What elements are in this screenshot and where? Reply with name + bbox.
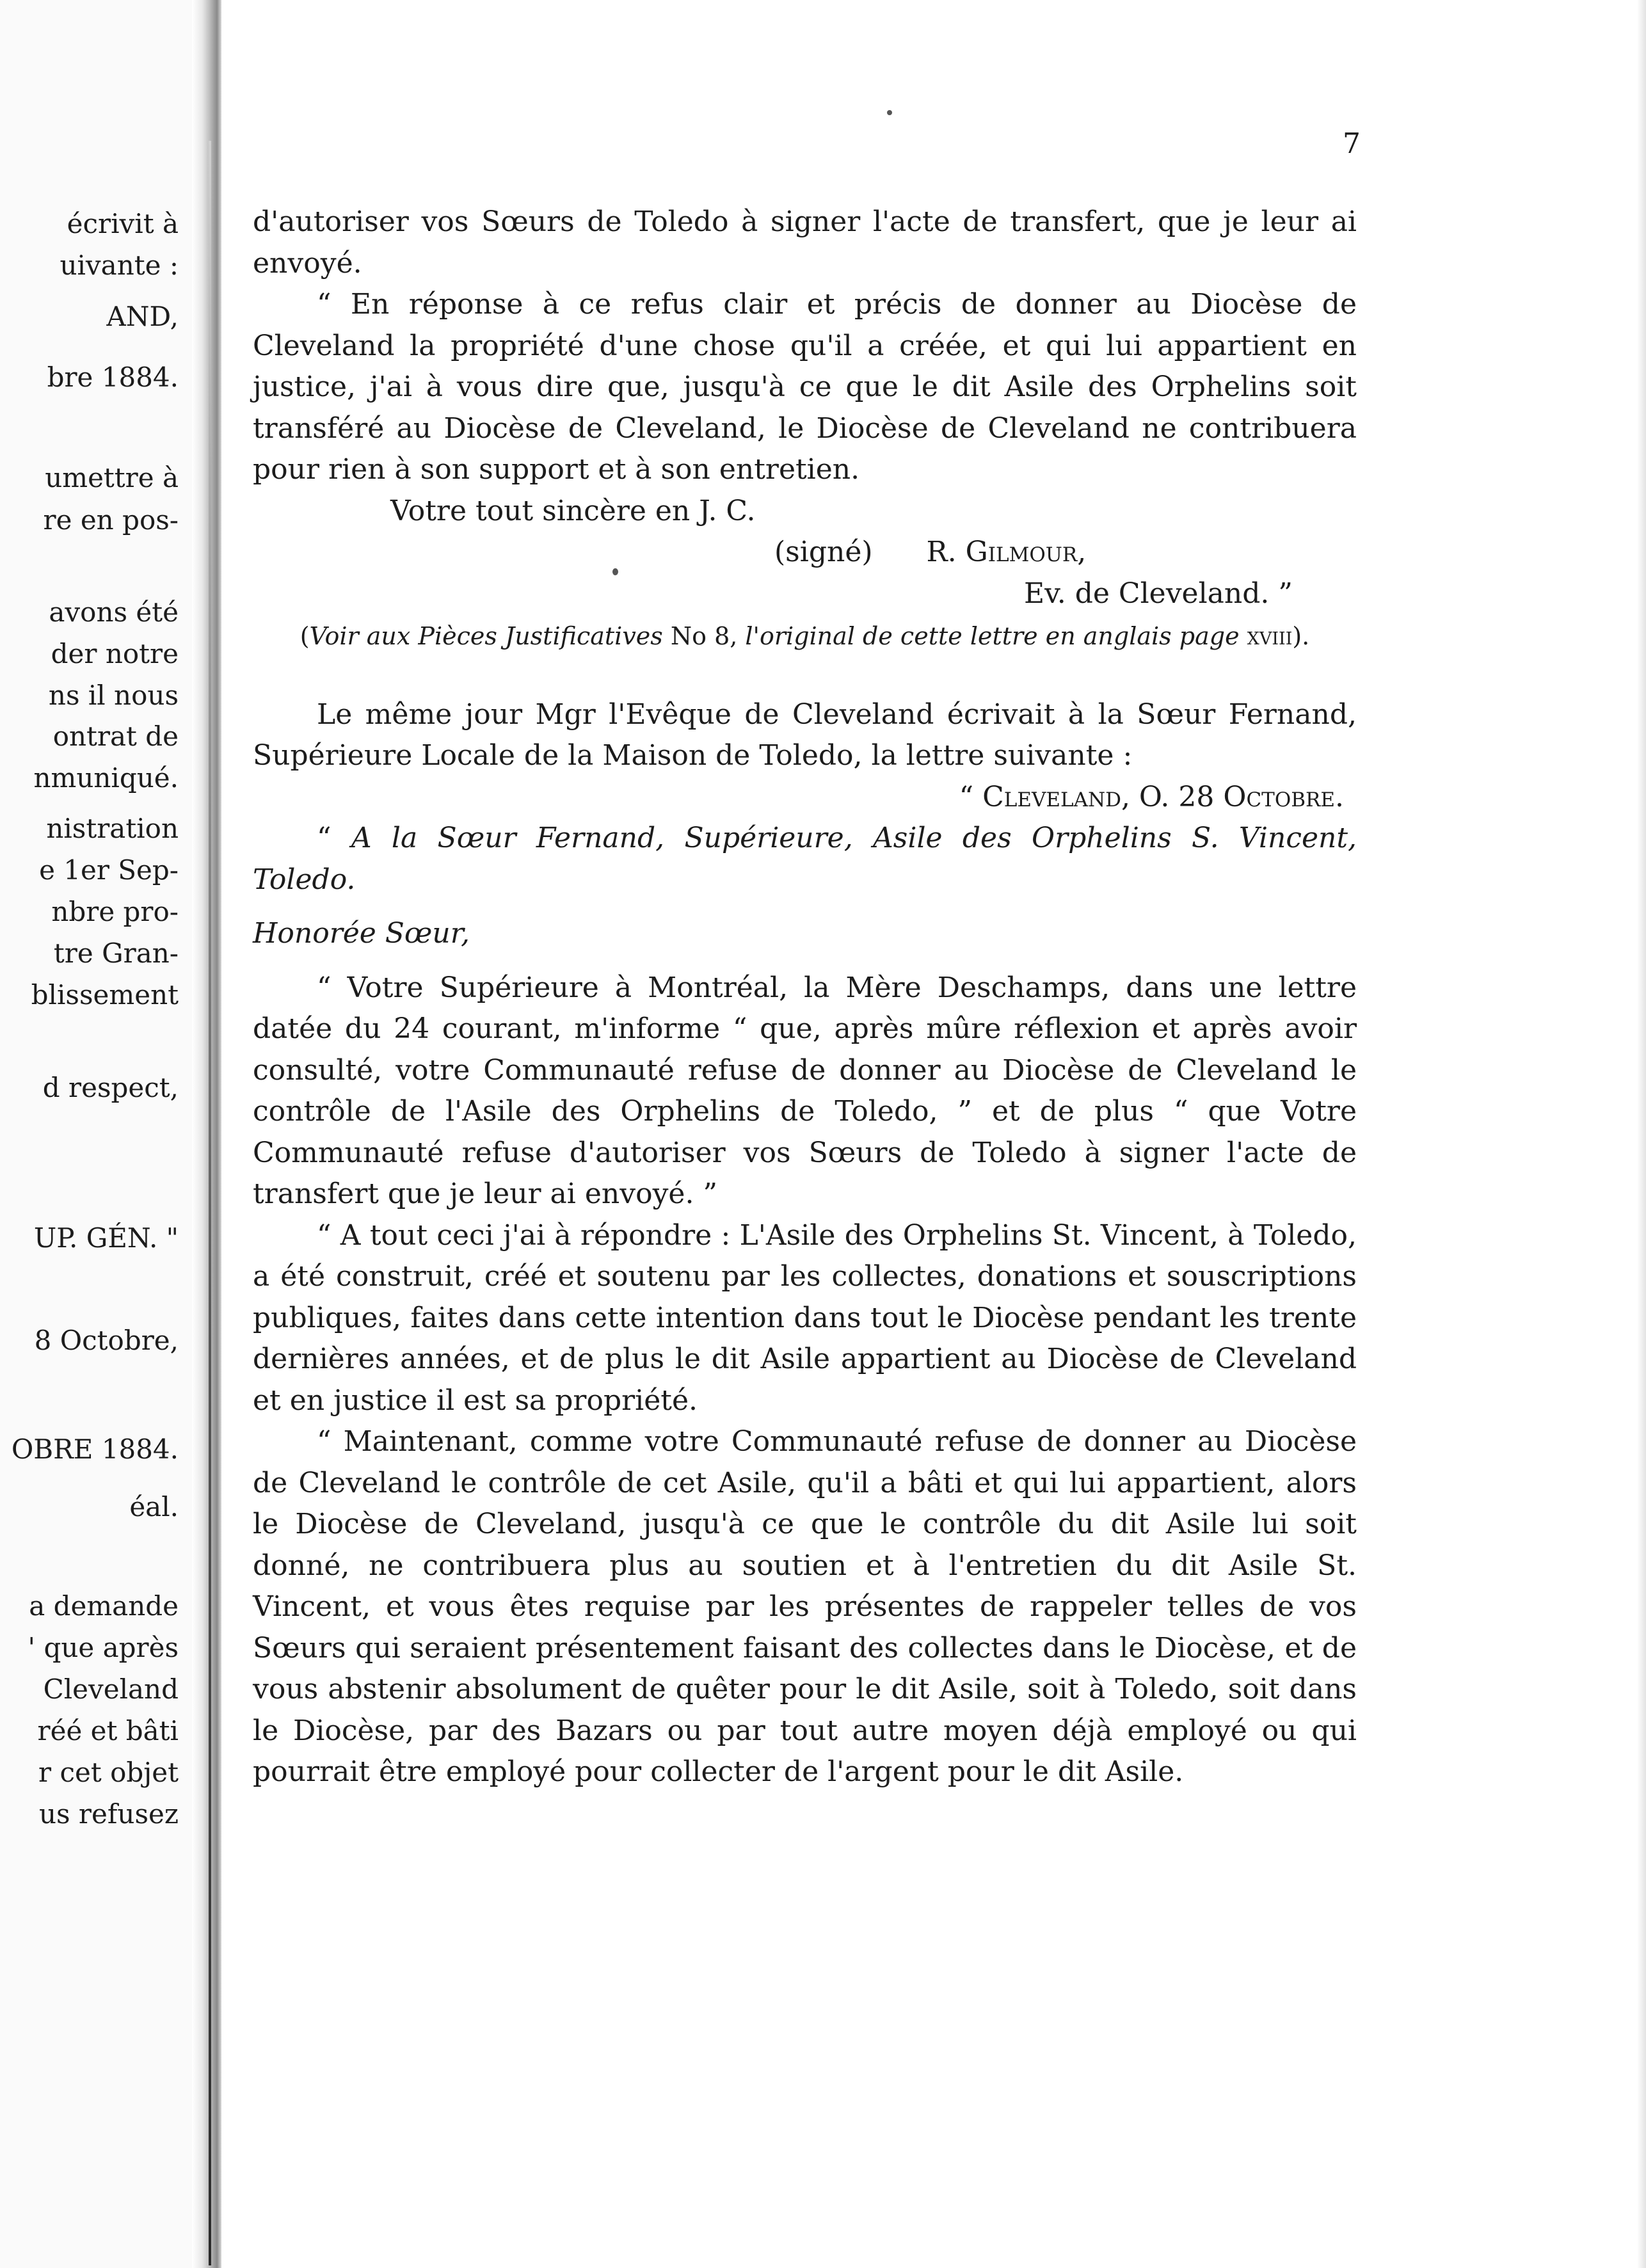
facing-page-text: a demande bbox=[29, 1590, 179, 1622]
facing-page-text: d respect, bbox=[42, 1072, 179, 1103]
facing-page-text: 8 Octobre, bbox=[34, 1325, 179, 1356]
book-gutter-shadow bbox=[192, 0, 221, 2268]
note-italic: Voir aux Pièces Justificatives bbox=[309, 622, 663, 650]
facing-page-text: éal. bbox=[129, 1491, 179, 1522]
facing-page-text: nmuniqué. bbox=[33, 762, 179, 794]
page-number: 7 bbox=[1343, 127, 1361, 160]
page-body bbox=[253, 202, 1357, 1793]
facing-page-text: OBRE 1884. bbox=[11, 1433, 179, 1465]
note-ref: No 8, bbox=[662, 622, 746, 650]
facing-page-text: bre 1884. bbox=[47, 362, 179, 393]
letter-addressee bbox=[253, 818, 1357, 900]
facing-page-text: r cet objet bbox=[38, 1757, 179, 1788]
book-binding-edge bbox=[209, 141, 211, 2265]
reference-note bbox=[253, 616, 1357, 657]
note-paren: ). bbox=[1292, 622, 1310, 650]
facing-page-text: us refusez bbox=[38, 1798, 179, 1830]
facing-page-text: tre Gran- bbox=[53, 938, 179, 969]
letter-paragraph: “ A tout ceci j'ai à répondre : L'Asile des Orphelins St. Vincent, à Toledo, a été construit, créé et soutenu par les collectes, donations et souscriptions publiques, faites dans cette intention dans tout le Diocèse pendant les trente dernières années, et de plus le dit Asile appartient au Diocèse de Cleveland et en justice il est sa propriété. bbox=[253, 1218, 1357, 1417]
letter-signature bbox=[253, 532, 1357, 573]
facing-page-text: AND, bbox=[106, 301, 179, 332]
letter-paragraph: d'autoriser vos Sœurs de Toledo à signer l'acte de transfert, que je leur ai envoyé. bbox=[253, 205, 1357, 280]
facing-page-text: Cleveland bbox=[43, 1673, 179, 1705]
letter-paragraph: “ Votre Supérieure à Montréal, la Mère Deschamps, dans une lettre datée du 24 courant, m'informe “ que, après mûre réflexion et après avoir consulté, votre Communauté refuse de donner au Diocèse de Cleveland le contrôle de l'Asile des Orphelins de Toledo, ” et de plus “ que Votre Communauté refuse d'autoriser vos Sœurs de Toledo à signer l'acte de transfert que je leur ai envoyé. ” bbox=[253, 971, 1357, 1210]
letter-paragraph: “ Maintenant, comme votre Communauté refuse de donner au Diocèse de Cleveland le contrôle de cet Asile, qu'il a bâti et qui lui appartient, alors le Diocèse de Cleveland, jusqu'à ce que le contrôle du dit Asile lui soit donné, ne contribuera plus au soutien et à l'entretien du dit Asile St. Vincent, et vous êtes requise par les présentes de rappeler telles de vos Sœurs qui seraient présentement faisant des collectes dans le Diocèse, et de vous abstenir absolument de quêter pour le dit Asile, soit à Toledo, soit dans le Diocèse, par des Bazars ou par tout autre moyen déjà employé ou qui pourrait être employé pour collecter de l'argent pour le dit Asile. bbox=[253, 1425, 1357, 1788]
addressee-text: A la Sœur Fernand, Supérieure, Asile des Orphelins S. Vincent, Toledo. bbox=[253, 822, 1357, 896]
facing-page-text: avons été bbox=[49, 596, 179, 628]
signer-title: Ev. de Cleveland. ” bbox=[1024, 577, 1293, 610]
facing-page-text: réé et bâti bbox=[37, 1715, 179, 1746]
facing-page-text: nbre pro- bbox=[51, 896, 179, 927]
letter-paragraph: “ En réponse à ce refus clair et précis de donner au Diocèse de Cleveland la propriété d'une chose qu'il a créée, et qui lui appartient en justice, j'ai à vous dire que, jusqu'à ce que le dit Asile des Orphelins soit transféré au Diocèse de Cleveland, le Diocèse de Cleveland ne contribuera pour rien à son support et à son entretien. bbox=[253, 288, 1357, 486]
facing-page-text: umettre à bbox=[45, 462, 179, 493]
quote-mark: “ bbox=[317, 822, 351, 854]
letter-salutation bbox=[253, 913, 1357, 955]
facing-page-text: e 1er Sep- bbox=[39, 854, 179, 886]
signer-name: Gilmour, bbox=[965, 536, 1087, 568]
letter-closing: Votre tout sincère en J. C. bbox=[390, 494, 756, 527]
facing-page-text: ' que après bbox=[28, 1632, 179, 1663]
facing-page-text: ontrat de bbox=[52, 721, 179, 752]
note-italic: l'original de cette lettre en anglais page bbox=[745, 622, 1240, 650]
facing-page-text: blissement bbox=[31, 979, 179, 1010]
note-paren: ( bbox=[300, 622, 310, 650]
facing-page-text: re en pos- bbox=[43, 504, 179, 536]
facing-page-text: écrivit à bbox=[67, 208, 179, 239]
page-edge bbox=[1637, 0, 1646, 2268]
facing-page-text: nistration bbox=[46, 813, 179, 844]
note-page-ref: xviii bbox=[1239, 622, 1293, 650]
signed-mark: (signé) bbox=[774, 536, 873, 568]
facing-page-text: UP. GÉN. " bbox=[33, 1222, 179, 1254]
scan-speck bbox=[887, 110, 892, 115]
letter-dateline: “ Cleveland, O. 28 Octobre. bbox=[959, 780, 1344, 813]
facing-page-fragment bbox=[0, 0, 202, 2268]
signer-initial: R. bbox=[926, 536, 957, 568]
facing-page-text: der notre bbox=[51, 638, 179, 669]
narrative-paragraph: Le même jour Mgr l'Evêque de Cleveland écrivait à la Sœur Fernand, Supérieure Locale de la Maison de Toledo, la lettre suivante : bbox=[253, 698, 1357, 772]
facing-page-text: ns il nous bbox=[48, 680, 179, 711]
facing-page-text: uivante : bbox=[60, 250, 179, 281]
salutation-text: Honorée Sœur, bbox=[253, 917, 470, 950]
